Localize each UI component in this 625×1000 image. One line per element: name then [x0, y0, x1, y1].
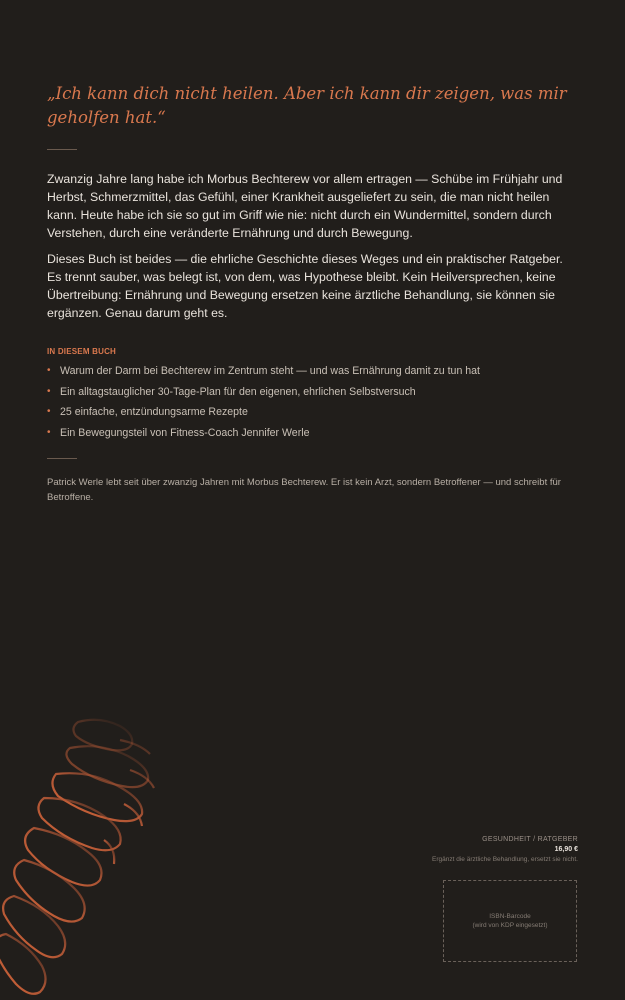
bullet-icon: •	[47, 365, 51, 376]
list-item-text: 25 einfache, entzündungsarme Rezepte	[60, 406, 248, 418]
price-label: 16,90 €	[554, 846, 578, 853]
contents-label: IN DIESEM BUCH	[47, 347, 117, 356]
intro-paragraph: Zwanzig Jahre lang habe ich Morbus Bechterew vor allem ertragen — Schübe im Frühjahr und Herbst, Schmerzmittel, das Gefühl, einer Krankheit ausgeliefert zu sein, die man nicht heilen kann. Heute habe ich sie so gut im Griff wie nie: nicht durch ein Wundermittel, sondern durch Verstehen, durch eine veränderte Ernährung und durch Bewegung.	[47, 172, 563, 240]
list-item-text: Ein alltagstauglicher 30-Tage-Plan für den eigenen, ehrlichen Selbstversuch	[60, 385, 416, 398]
contents-list	[47, 363, 587, 445]
list-item	[47, 363, 587, 384]
divider-rule	[47, 149, 77, 150]
list-item-text: Warum der Darm bei Bechterew im Zentrum steht — und was Ernährung damit zu tun hat	[60, 365, 480, 377]
list-item-text: Ein Bewegungsteil von Fitness-Coach Jennifer Werle	[60, 426, 310, 439]
intro-paragraph: Dieses Buch ist beides — die ehrliche Geschichte dieses Weges und ein praktischer Ratgeber. Es trennt sauber, was belegt ist, von dem, was Hypothese bleibt. Kein Heilversprechen, keine Übertreibung: Ernährung und Bewegung ersetzen keine ärztliche Behandlung, sie können sie ergänzen. Genau darum geht es.	[47, 252, 563, 320]
category-label: GESUNDHEIT / RATGEBER	[482, 836, 578, 843]
list-item	[47, 425, 587, 446]
barcode-label: ISBN-Barcode	[489, 913, 531, 920]
divider-rule	[47, 458, 77, 459]
bullet-icon: •	[47, 406, 51, 417]
disclaimer-note: Ergänzt die ärztliche Behandlung, ersetzt sie nicht.	[432, 856, 578, 863]
bullet-icon: •	[47, 426, 51, 438]
barcode-placeholder	[443, 880, 577, 962]
back-cover-quote: „Ich kann dich nicht heilen. Aber ich kann dir zeigen, was mir geholfen hat.“	[47, 84, 567, 127]
bullet-icon: •	[47, 385, 51, 397]
barcode-sublabel: (wird von KDP eingesetzt)	[472, 922, 548, 929]
spine-illustration	[0, 700, 190, 1000]
back-meta	[432, 836, 578, 863]
list-item	[47, 384, 587, 405]
list-item	[47, 404, 587, 425]
author-bio: Patrick Werle lebt seit über zwanzig Jahren mit Morbus Bechterew. Er ist kein Arzt, sondern Betroffener — und schreibt für Betroffene.	[47, 477, 561, 503]
